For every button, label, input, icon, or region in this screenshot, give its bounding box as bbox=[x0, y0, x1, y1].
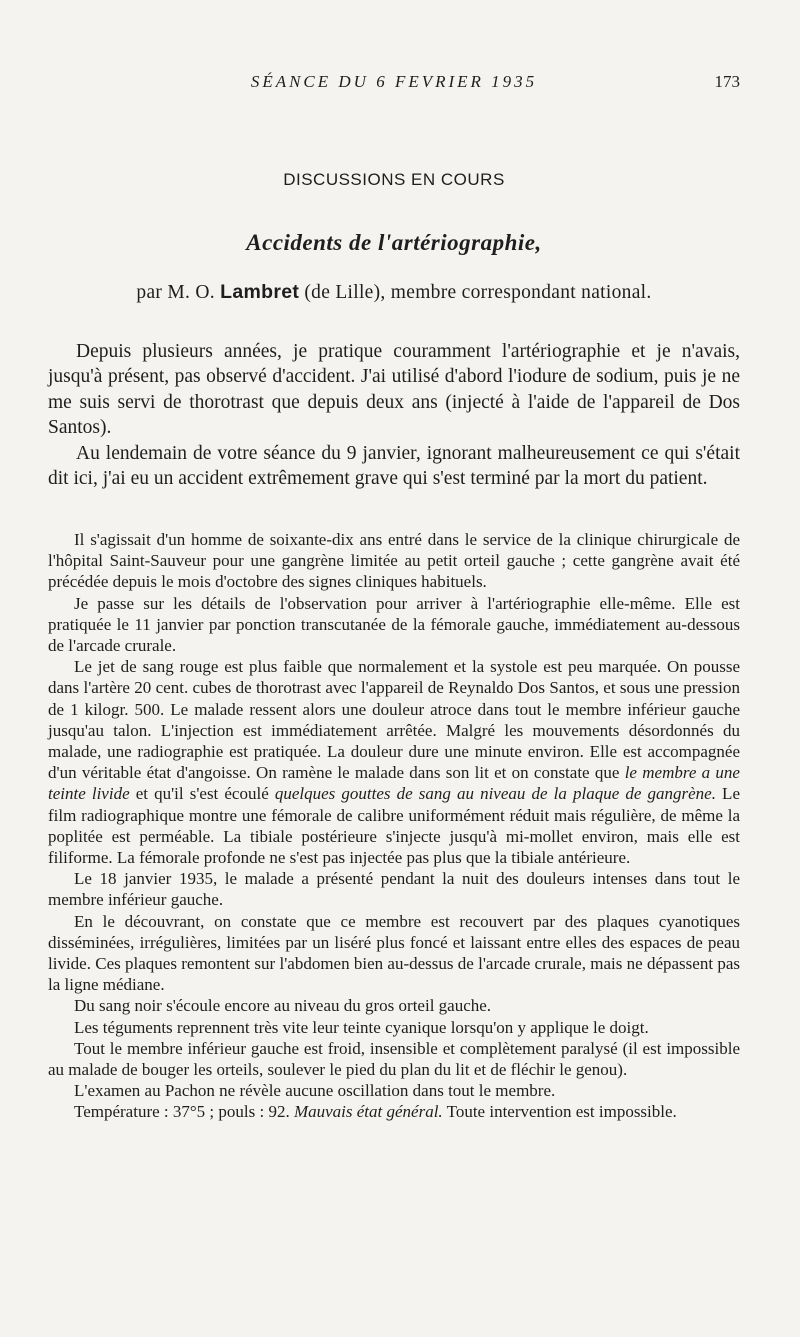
case-text: Le jet de sang rouge est plus faible que normalement et la systole est peu marquée. On pousse dans l'artère 20 cent. cubes de thorotrast avec l'appareil de Reynaldo Dos Santos, et sous une pression de 1 kilogr. 500. Le malade ressent alors une douleur atroce dans tout le membre inférieur gauche jusqu'au talon. L'injection est immédiatement arrêtée. Malgré les mouvements désordonnés du malade, une radiographie est pratiquée. La douleur dure une minute environ. Elle est accompagnée d'un véritable état d'angoisse. On ramène le malade dans son lit et on constate que bbox=[48, 657, 740, 783]
author-name: Lambret bbox=[220, 281, 300, 303]
case-paragraph bbox=[48, 656, 740, 868]
running-title: SÉANCE DU 6 FEVRIER 1935 bbox=[250, 72, 538, 91]
byline-suffix: (de Lille), membre correspondant national. bbox=[299, 282, 652, 303]
page-number: 173 bbox=[714, 72, 740, 91]
case-paragraph bbox=[48, 1101, 740, 1122]
intro-text bbox=[48, 339, 740, 491]
case-paragraph: Le 18 janvier 1935, le malade a présenté pendant la nuit des douleurs intenses dans tout le membre inférieur gauche. bbox=[48, 869, 740, 910]
intro-paragraph: Au lendemain de votre séance du 9 janvier, ignorant malheureusement ce qui s'était dit ici, j'ai eu un accident extrêmement grave qui s'est terminé par la mort du patient. bbox=[48, 442, 740, 490]
running-head bbox=[48, 72, 740, 96]
byline-prefix: par M. O. bbox=[136, 282, 221, 303]
case-paragraph: Les téguments reprennent très vite leur teinte cyanique lorsqu'on y applique le doigt. bbox=[74, 1017, 649, 1037]
case-text: Toute intervention est impossible. bbox=[442, 1102, 677, 1122]
case-report bbox=[48, 529, 740, 1123]
case-paragraph: En le découvrant, on constate que ce membre est recouvert par des plaques cyanotiques disséminées, irrégulières, limitées par un liséré plus foncé et laissant entre elles des espaces de peau livide. Ces plaques remontent sur l'abdomen bien au-dessus de l'arcade crurale, mais ne dépassent pas la ligne médiane. bbox=[48, 911, 740, 995]
section-title: DISCUSSIONS EN COURS bbox=[283, 170, 505, 189]
case-paragraph: Du sang noir s'écoule encore au niveau du gros orteil gauche. bbox=[74, 996, 492, 1016]
case-text: Le film radiographique montre une fémorale de calibre uniformément réduit mais régulière, de même la poplitée est perméable. La tibiale postérieure s'injecte jusqu'à mi-mollet environ, mais elle est filiforme. La fémorale profonde ne s'est pas injectée pas plus que la tibiale antérieure. bbox=[48, 784, 740, 868]
byline bbox=[48, 281, 740, 304]
case-emphasis: quelques gouttes de sang au niveau de la plaque de gangrène. bbox=[274, 784, 716, 804]
case-paragraph: Je passe sur les détails de l'observation pour arriver à l'artériographie elle-même. Elle est pratiquée le 11 janvier par ponction transcutanée de la fémorale gauche, immédiatement au-dessous de l'arcade crurale. bbox=[48, 593, 740, 656]
case-text: Température : 37°5 ; pouls : 92. bbox=[74, 1102, 294, 1122]
case-paragraph: L'examen au Pachon ne révèle aucune oscillation dans tout le membre. bbox=[74, 1081, 556, 1101]
intro-paragraph: Depuis plusieurs années, je pratique couramment l'artériographie et je n'avais, jusqu'à présent, pas observé d'accident. J'ai utilisé d'abord l'iodure de sodium, puis je ne me suis servi de thorotrast que depuis deux ans (injecté à l'aide de l'appareil de Dos Santos). bbox=[48, 341, 740, 439]
case-paragraph: Tout le membre inférieur gauche est froid, insensible et complètement paralysé (il est impossible au malade de bouger les orteils, soulever le pied du plan du lit et de fléchir le genou). bbox=[48, 1038, 740, 1080]
article-title: Accidents de l'artériographie, bbox=[246, 230, 542, 255]
case-text: et qu'il s'est écoulé bbox=[129, 784, 275, 804]
case-paragraph: Il s'agissait d'un homme de soixante-dix ans entré dans le service de la clinique chirurgicale de l'hôpital Saint-Sauveur pour une gangrène limitée au petit orteil gauche ; cette gangrène avait été précédée depuis le mois d'octobre des signes cliniques habituels. bbox=[48, 530, 740, 592]
case-emphasis: Mauvais état général. bbox=[293, 1102, 443, 1122]
case-emphasis: le membre a une teinte livide bbox=[48, 763, 740, 804]
